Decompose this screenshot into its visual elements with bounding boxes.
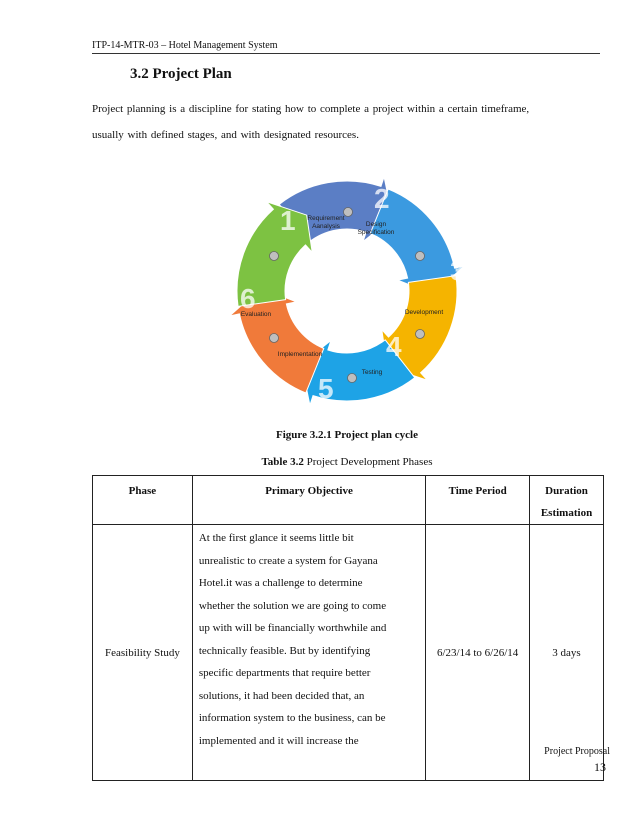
table-caption-number: Table 3.2 bbox=[261, 456, 304, 468]
cycle-step-dot bbox=[416, 330, 425, 339]
cycle-diagram bbox=[228, 168, 466, 414]
cycle-step-label: Evaluation bbox=[240, 311, 272, 318]
cycle-step-number: 5 bbox=[318, 373, 334, 404]
row-duration: 3 days bbox=[530, 525, 604, 781]
table-caption-title: Project Development Phases bbox=[303, 456, 433, 468]
objective-line: Hotel.it was a challenge to determine bbox=[198, 577, 363, 589]
cycle-step-dot bbox=[270, 252, 279, 261]
cycle-step-label: Development bbox=[404, 309, 444, 316]
cycle-step-number: 6 bbox=[240, 283, 256, 314]
header-period: Time Period bbox=[426, 476, 530, 525]
header-duration-line1: Duration bbox=[545, 485, 588, 497]
objective-line: up with will be financially worthwhile and bbox=[198, 622, 387, 634]
cycle-step-label: Testing bbox=[361, 369, 383, 376]
objective-line: implemented and it will increase the bbox=[198, 734, 359, 747]
page-number: 13 bbox=[594, 760, 606, 774]
table-caption bbox=[0, 456, 638, 468]
row-objective bbox=[192, 525, 425, 781]
intro-paragraph bbox=[92, 96, 600, 148]
cycle-step-number: 3 bbox=[450, 255, 466, 286]
header-phase: Phase bbox=[93, 476, 193, 525]
objective-line: whether the solution we are going to come bbox=[198, 599, 387, 612]
table-row bbox=[93, 525, 604, 781]
objective-line: specific departments that require better bbox=[198, 667, 371, 679]
objective-line: At the first glance it seems little bit bbox=[198, 532, 354, 544]
cycle-step-number: 2 bbox=[374, 183, 390, 214]
figure-caption: Figure 3.2.1 Project plan cycle bbox=[276, 429, 418, 441]
cycle-step-dot bbox=[416, 252, 425, 261]
cycle-step-number: 4 bbox=[386, 331, 402, 362]
cycle-step-label: Design Specification bbox=[357, 221, 395, 236]
cycle-step-number: 1 bbox=[280, 205, 296, 236]
header-duration bbox=[530, 476, 604, 525]
intro-line-1: Project planning is a discipline for stating how to complete a project within a certain timeframe, bbox=[92, 103, 530, 115]
cycle-step-label: Requirement Aanalysis bbox=[307, 215, 345, 230]
objective-line: technically feasible. But by identifying bbox=[198, 644, 371, 657]
cycle-step-dot bbox=[270, 334, 279, 343]
row-phase: Feasibility Study bbox=[93, 525, 193, 781]
footer-label: Project Proposal bbox=[544, 746, 610, 757]
objective-line: unrealistic to create a system for Gayana bbox=[198, 554, 378, 567]
project-plan-cycle-figure bbox=[228, 168, 466, 414]
phases-table bbox=[92, 475, 604, 781]
cycle-step-dot bbox=[344, 208, 353, 217]
cycle-step-label: Implementation bbox=[277, 351, 323, 358]
page-header: ITP-14-MTR-03 – Hotel Management System bbox=[92, 40, 600, 54]
header-duration-line2: Estimation bbox=[540, 507, 593, 519]
row-period: 6/23/14 to 6/26/14 bbox=[426, 525, 530, 781]
intro-line-2: usually with defined stages, and with designated resources. bbox=[92, 129, 359, 141]
table-header-row bbox=[93, 476, 604, 525]
section-title: 3.2 Project Plan bbox=[130, 66, 232, 82]
cycle-step-dot bbox=[348, 374, 357, 383]
objective-line: solutions, it had been decided that, an bbox=[198, 689, 365, 702]
header-objective: Primary Objective bbox=[192, 476, 425, 525]
objective-line: information system to the business, can be bbox=[198, 712, 386, 724]
